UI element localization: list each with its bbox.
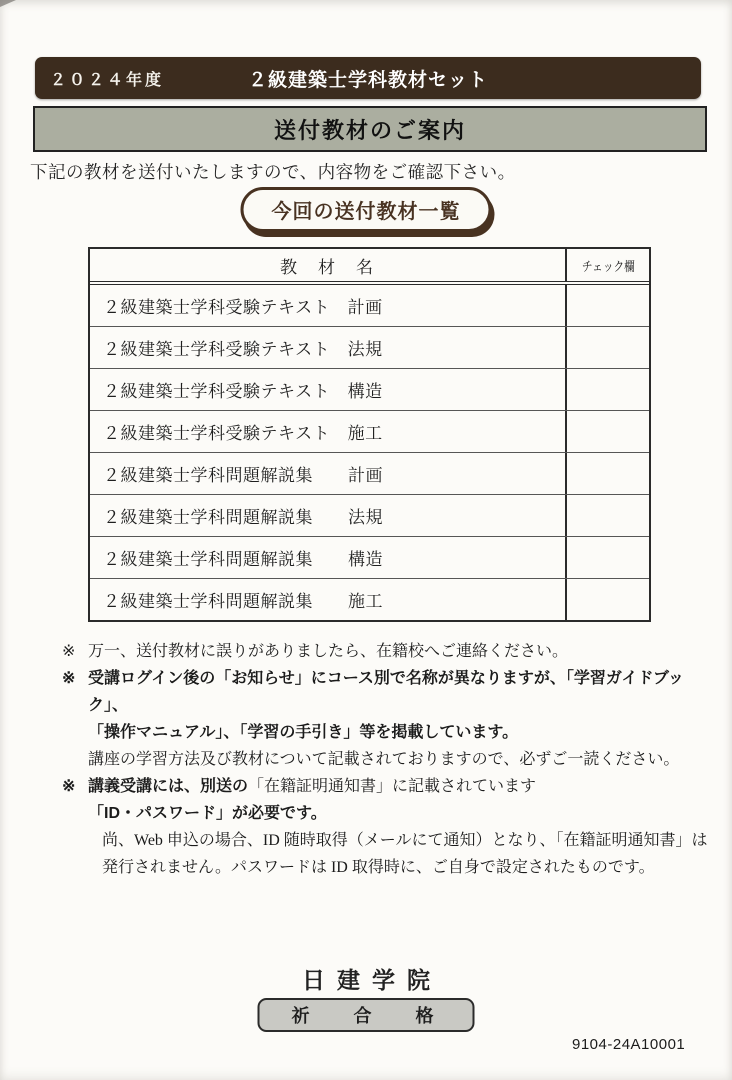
subheader-bar xyxy=(33,106,707,152)
material-name: ２級建築士学科問題解説集 施工 xyxy=(103,592,383,611)
check-cell xyxy=(565,327,649,368)
note-line: 「操作マニュアル」、「学習の手引き」等を掲載しています。 xyxy=(88,724,519,741)
note-line: 尚、Web 申込の場合、ID 随時取得（メールにて通知）となり、「在籍証明通知書」は xyxy=(102,832,708,849)
document-code: 9104-24A10001 xyxy=(572,1036,686,1053)
note-text: 万一、送付教材に誤りがありましたら、在籍校へご連絡ください。 xyxy=(88,643,569,660)
notes-section xyxy=(62,638,710,881)
note-text: 受講ログイン後の「お知らせ」にコース別で名称が異なりますが、「学習ガイドブック」、 xyxy=(88,670,684,714)
subheader-title: 送付教材のご案内 xyxy=(273,117,466,143)
table-row xyxy=(90,452,649,494)
check-cell xyxy=(565,411,649,452)
table-row xyxy=(90,410,649,452)
materials-table xyxy=(88,247,651,622)
material-name: ２級建築士学科受験テキスト 計画 xyxy=(103,298,383,317)
note-line xyxy=(62,773,710,800)
material-name: ２級建築士学科問題解説集 法規 xyxy=(103,508,383,527)
note-marker: ※ xyxy=(62,670,76,687)
header-year: ２０２４年度 xyxy=(50,71,165,89)
table-row xyxy=(90,578,649,620)
table-row xyxy=(90,326,649,368)
check-cell xyxy=(565,537,649,578)
check-cell xyxy=(565,579,649,620)
note-line: 発行されません。パスワードは ID 取得時に、ご自身で設定されたものです。 xyxy=(102,859,655,876)
table-row xyxy=(90,536,649,578)
note-line: 講座の学習方法及び教材について記載されておりますので、必ずご一読ください。 xyxy=(88,751,680,768)
note-line xyxy=(62,638,710,665)
header-title: ２級建築士学科教材セット xyxy=(247,69,488,91)
note-text: 講義受講には、別送の xyxy=(88,778,249,795)
material-name: ２級建築士学科問題解説集 計画 xyxy=(103,466,383,485)
column-header-check xyxy=(565,249,649,281)
column-header-check-label: チェック欄 xyxy=(581,258,635,274)
slogan-box: 祈 合 格 xyxy=(258,998,475,1032)
note-line xyxy=(62,665,710,719)
note-marker: ※ xyxy=(62,643,76,660)
school-name: 日建学院 xyxy=(302,967,442,993)
table-row xyxy=(90,368,649,410)
check-cell xyxy=(565,453,649,494)
column-header-material-name: 教 材 名 xyxy=(280,257,375,277)
check-cell xyxy=(565,285,649,326)
table-row xyxy=(90,285,649,326)
note-text: 「在籍証明通知書」に記載されています xyxy=(248,778,537,795)
table-row xyxy=(90,494,649,536)
material-name: ２級建築士学科問題解説集 構造 xyxy=(103,550,383,569)
material-name: ２級建築士学科受験テキスト 法規 xyxy=(103,340,383,359)
material-name: ２級建築士学科受験テキスト 施工 xyxy=(103,424,383,443)
material-name: ２級建築士学科受験テキスト 構造 xyxy=(103,382,383,401)
table-header-row xyxy=(90,249,649,285)
check-cell xyxy=(565,495,649,536)
note-line: 「ID・パスワード」が必要です。 xyxy=(88,805,327,822)
header-bar xyxy=(35,57,701,99)
intro-text: 下記の教材を送付いたしますので、内容物をご確認下さい。 xyxy=(30,162,516,182)
shipped-materials-badge: 今回の送付教材一覧 xyxy=(241,187,492,232)
note-marker: ※ xyxy=(62,778,76,795)
check-cell xyxy=(565,369,649,410)
scan-corner-artifact xyxy=(0,0,16,7)
